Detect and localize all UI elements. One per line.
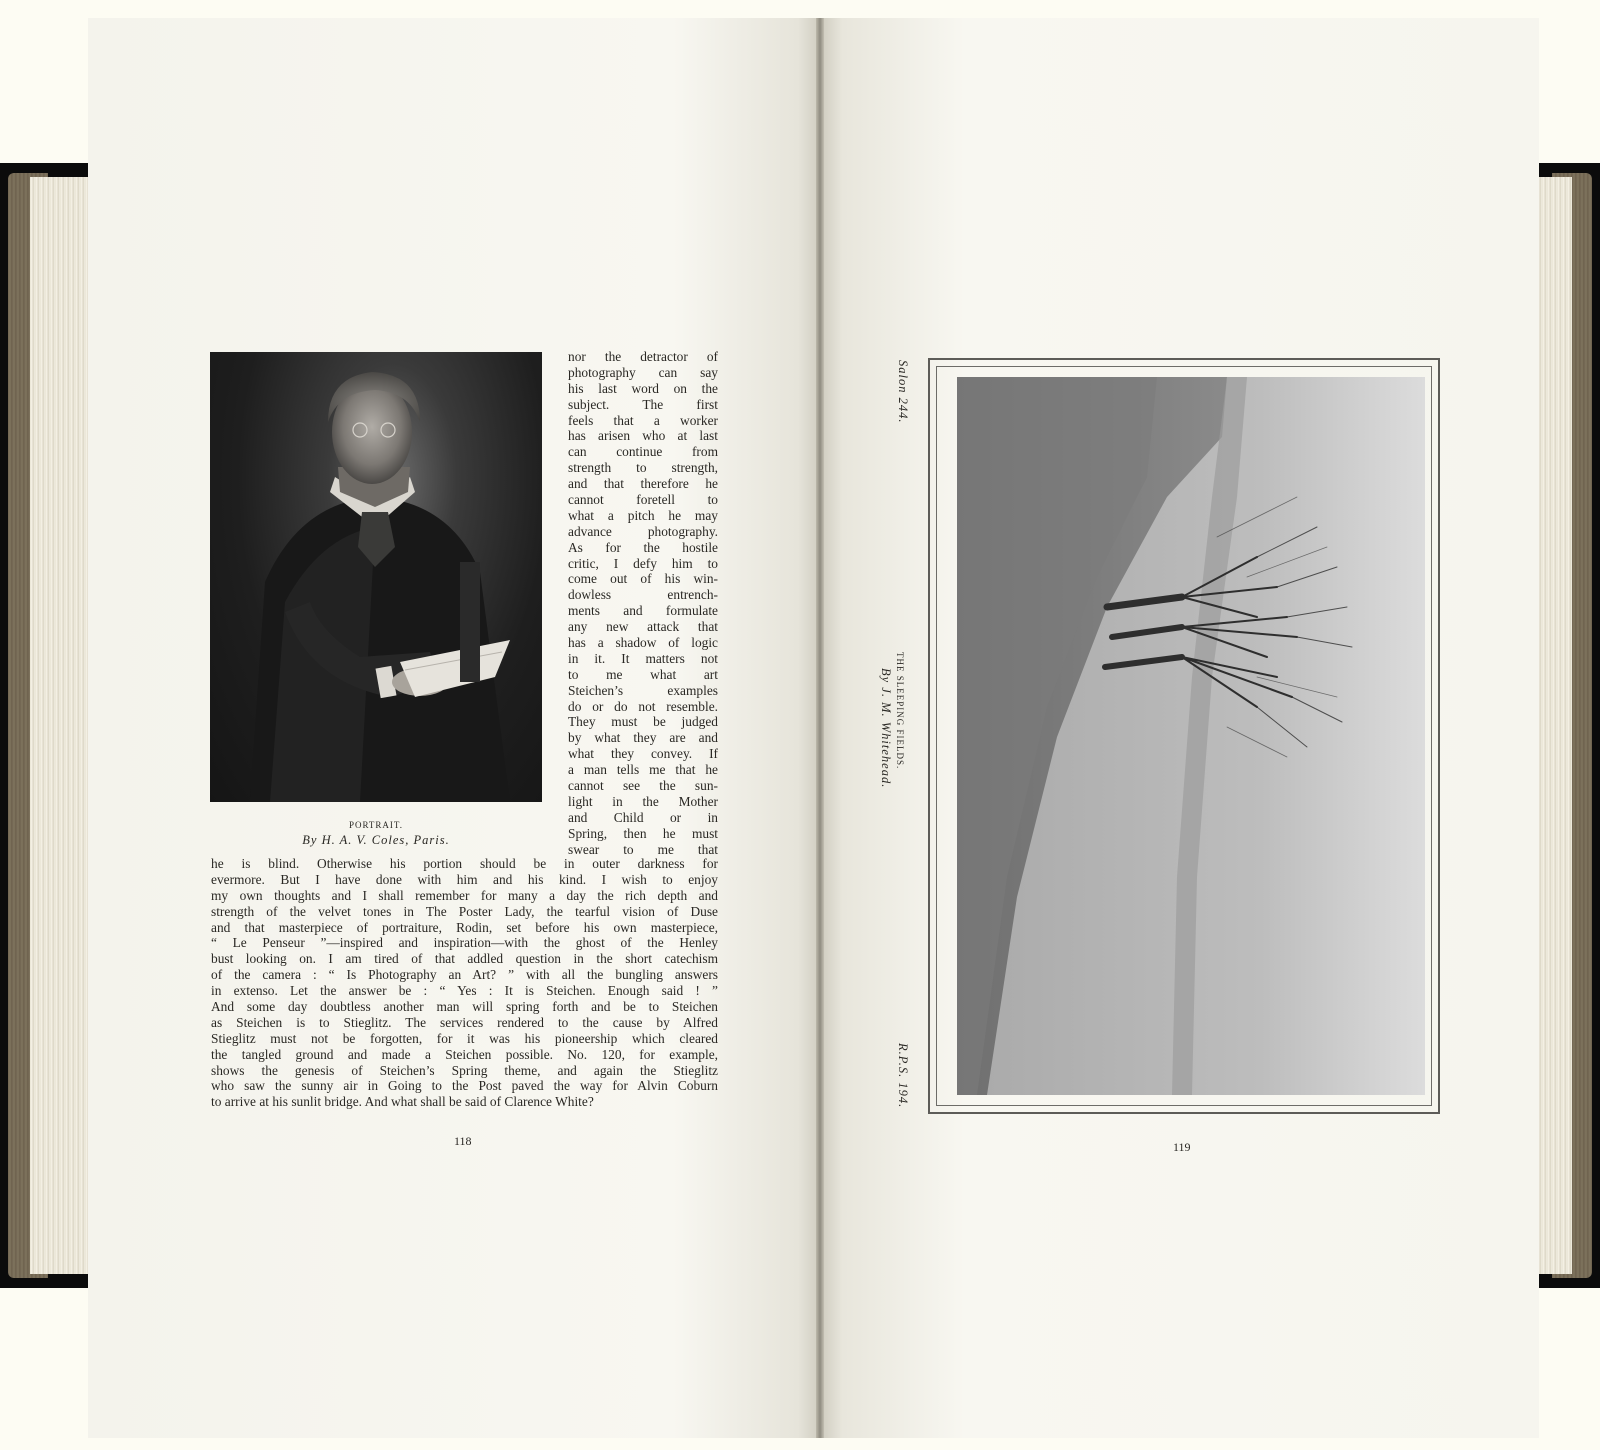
text-line: advance photography. <box>568 523 718 539</box>
portrait-caption-byline: By H. A. V. Coles, Paris. <box>302 833 450 847</box>
text-line: cannot foretell to <box>568 492 718 508</box>
narrow-column-text <box>568 349 718 858</box>
text-line: strength of the velvet tones in The Poster Lady, the tearful vision of Duse <box>211 903 718 919</box>
text-line: light in the Mother <box>568 793 718 809</box>
text-line: can continue from <box>568 444 718 460</box>
full-width-text <box>211 856 718 1110</box>
text-line: what a pitch he may <box>568 507 718 523</box>
text-line: who saw the sunny air in Going to the Post paved the way for Alvin Coburn <box>211 1078 718 1094</box>
text-line: Stieglitz must not be forgotten, for it was his pioneership which cleared <box>211 1030 718 1046</box>
text-line: of the camera : “ Is Photography an Art? ” with all the bungling answers <box>211 967 718 983</box>
text-line: shows the genesis of Steichen’s Spring theme, and again the Stieglitz <box>211 1062 718 1078</box>
text-line: come out of his win- <box>568 571 718 587</box>
text-line: and that therefore he <box>568 476 718 492</box>
text-line: “ Le Penseur ”—inspired and inspiration—with the ghost of the Henley <box>211 935 718 951</box>
text-line: has arisen who at last <box>568 428 718 444</box>
text-line: in it. It matters not <box>568 650 718 666</box>
text-line: cannot see the sun- <box>568 778 718 794</box>
text-line: and that masterpiece of portraiture, Rodin, set before his own masterpiece, <box>211 919 718 935</box>
text-line: what they convey. If <box>568 746 718 762</box>
portrait-photograph <box>210 352 542 802</box>
portrait-caption-title: PORTRAIT. <box>348 820 404 830</box>
text-line: swear to me that <box>568 841 718 857</box>
text-line: by what they are and <box>568 730 718 746</box>
text-line: he is blind. Otherwise his portion should be in outer darkness for <box>211 856 718 871</box>
page-edges-left <box>30 177 90 1274</box>
text-line: dowless entrench- <box>568 587 718 603</box>
page-number-left: 118 <box>454 1134 472 1148</box>
text-line: ments and formulate <box>568 603 718 619</box>
text-line: evermore. But I have done with him and his kind. I wish to enjoy <box>211 871 718 887</box>
text-line: And some day doubtless another man will spring forth and be to Steichen <box>211 999 718 1015</box>
text-line: As for the hostile <box>568 539 718 555</box>
text-line: the tangled ground and made a Steichen possible. No. 120, for example, <box>211 1046 718 1062</box>
text-line: subject. The first <box>568 396 718 412</box>
text-line: bust looking on. I am tired of that addled question in the short catechism <box>211 951 718 967</box>
rps-number: R.P.S. 194. <box>896 1043 910 1109</box>
book-gutter <box>816 18 824 1438</box>
text-line: in extenso. Let the answer be : “ Yes : It is Steichen. Enough said ! ” <box>211 983 718 999</box>
plate-byline: By J. M. Whitehead. <box>879 668 893 789</box>
page-number-right: 119 <box>1173 1140 1191 1154</box>
text-line: as Steichen is to Stieglitz. The services rendered to the cause by Alfred <box>211 1014 718 1030</box>
plate-title: THE SLEEPING FIELDS. <box>895 652 905 770</box>
text-line: has a shadow of logic <box>568 635 718 651</box>
text-line: They must be judged <box>568 714 718 730</box>
text-line: strength to strength, <box>568 460 718 476</box>
text-line: nor the detractor of <box>568 349 718 364</box>
text-line: Steichen’s examples <box>568 682 718 698</box>
text-line: photography can say <box>568 364 718 380</box>
text-line: to arrive at his sunlit bridge. And what shall be said of Clarence White? <box>211 1094 594 1110</box>
text-line: his last word on the <box>568 380 718 396</box>
text-line: to me what art <box>568 666 718 682</box>
text-line: Spring, then he must <box>568 825 718 841</box>
text-line: my own thoughts and I shall remember for many a day the rich depth and <box>211 887 718 903</box>
text-line: a man tells me that he <box>568 762 718 778</box>
text-line: and Child or in <box>568 809 718 825</box>
landscape-photograph <box>957 377 1425 1095</box>
text-line: any new attack that <box>568 619 718 635</box>
text-line: critic, I defy him to <box>568 555 718 571</box>
salon-number: Salon 244. <box>896 360 910 424</box>
text-line: do or do not resemble. <box>568 698 718 714</box>
text-line: feels that a worker <box>568 412 718 428</box>
